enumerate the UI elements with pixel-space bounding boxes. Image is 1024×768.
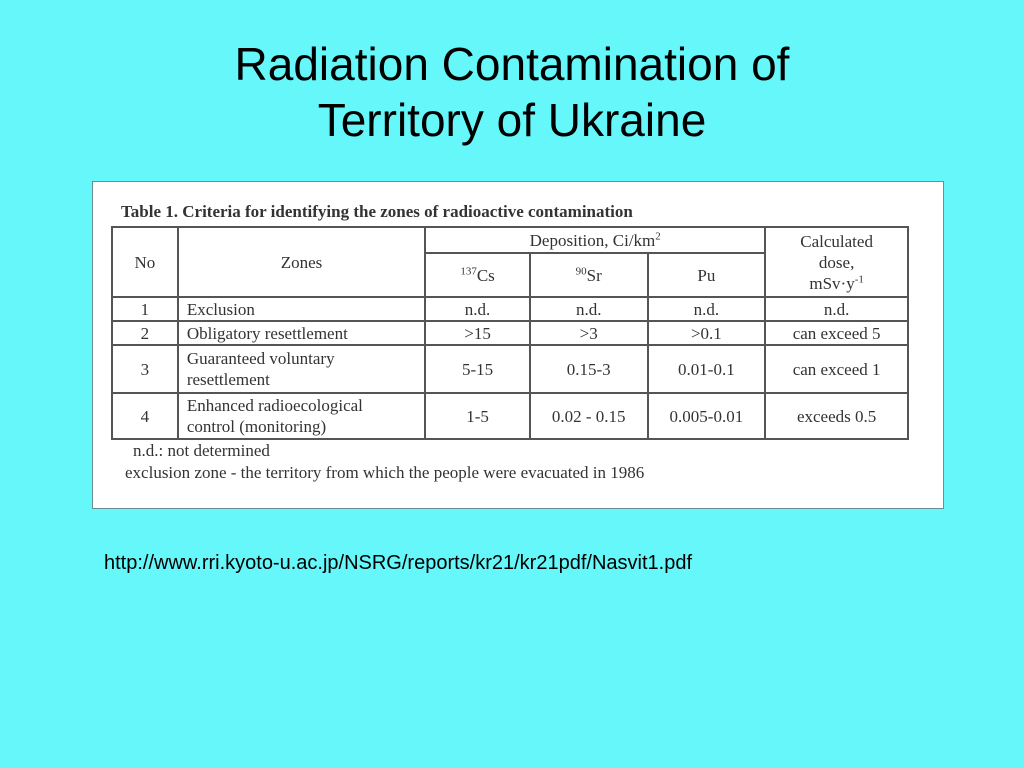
header-dose-line-1: Calculated	[800, 231, 873, 251]
note-nd: n.d.: not determined	[133, 441, 270, 460]
header-pu: Pu	[648, 253, 766, 297]
row-no: 1	[112, 297, 178, 321]
table-row	[112, 297, 908, 321]
row-sr: 0.02 - 0.15	[530, 393, 648, 439]
row-pu: 0.005-0.01	[648, 393, 766, 439]
row-zone-line-1: Enhanced radioecological	[186, 396, 363, 415]
row-zone	[178, 393, 425, 439]
table-header-row-1	[112, 227, 908, 253]
row-pu: 0.01-0.1	[648, 345, 766, 393]
table-row	[112, 321, 908, 345]
header-cs-sup: 137	[460, 264, 477, 277]
header-sr	[530, 253, 648, 297]
header-sr-label: Sr	[586, 265, 602, 285]
slide-title	[0, 36, 1024, 148]
header-cs	[425, 253, 530, 297]
header-deposition-label: Deposition, Ci/km	[529, 230, 656, 250]
row-cs: 1-5	[425, 393, 530, 439]
row-dose: exceeds 0.5	[765, 393, 908, 439]
note-exclusion-zone: exclusion zone - the territory from which the people were evacuated in 1986	[125, 463, 645, 482]
row-dose: n.d.	[765, 297, 908, 321]
row-pu: n.d.	[648, 297, 766, 321]
row-sr: n.d.	[530, 297, 648, 321]
table-caption: Table 1. Criteria for identifying the zones of radioactive contamination	[121, 202, 633, 221]
row-cs: n.d.	[425, 297, 530, 321]
header-dose-line-2: dose,	[818, 252, 855, 272]
row-zone: Obligatory resettlement	[178, 321, 425, 345]
row-zone-line-2: resettlement	[186, 370, 270, 389]
header-zones: Zones	[178, 227, 425, 297]
row-zone-line-2: control (monitoring)	[186, 417, 327, 436]
header-deposition	[425, 227, 765, 253]
header-cs-label: Cs	[476, 265, 495, 285]
row-sr: 0.15-3	[530, 345, 648, 393]
row-cs: >15	[425, 321, 530, 345]
row-dose: can exceed 5	[765, 321, 908, 345]
title-line-2: Territory of Ukraine	[317, 94, 707, 146]
table-row	[112, 345, 908, 393]
header-dose-sup: -1	[854, 272, 864, 285]
contamination-zones-table	[111, 226, 909, 440]
row-no: 2	[112, 321, 178, 345]
row-zone	[178, 345, 425, 393]
row-zone: Exclusion	[178, 297, 425, 321]
row-cs: 5-15	[425, 345, 530, 393]
row-zone-line-1: Guaranteed voluntary	[186, 349, 335, 368]
header-no: No	[112, 227, 178, 297]
row-no: 4	[112, 393, 178, 439]
row-pu: >0.1	[648, 321, 766, 345]
row-sr: >3	[530, 321, 648, 345]
header-deposition-sup: 2	[655, 229, 661, 242]
row-dose: can exceed 1	[765, 345, 908, 393]
header-dose	[765, 227, 908, 297]
header-dose-line-3: mSv·y	[809, 273, 855, 293]
source-url[interactable]: http://www.rri.kyoto-u.ac.jp/NSRG/reports/kr21/kr21pdf/Nasvit1.pdf	[104, 552, 692, 574]
table-notes	[125, 440, 645, 484]
title-line-1: Radiation Contamination of	[234, 38, 790, 90]
header-sr-sup: 90	[575, 264, 587, 277]
contamination-table-figure	[92, 181, 944, 509]
table-row	[112, 393, 908, 439]
row-no: 3	[112, 345, 178, 393]
